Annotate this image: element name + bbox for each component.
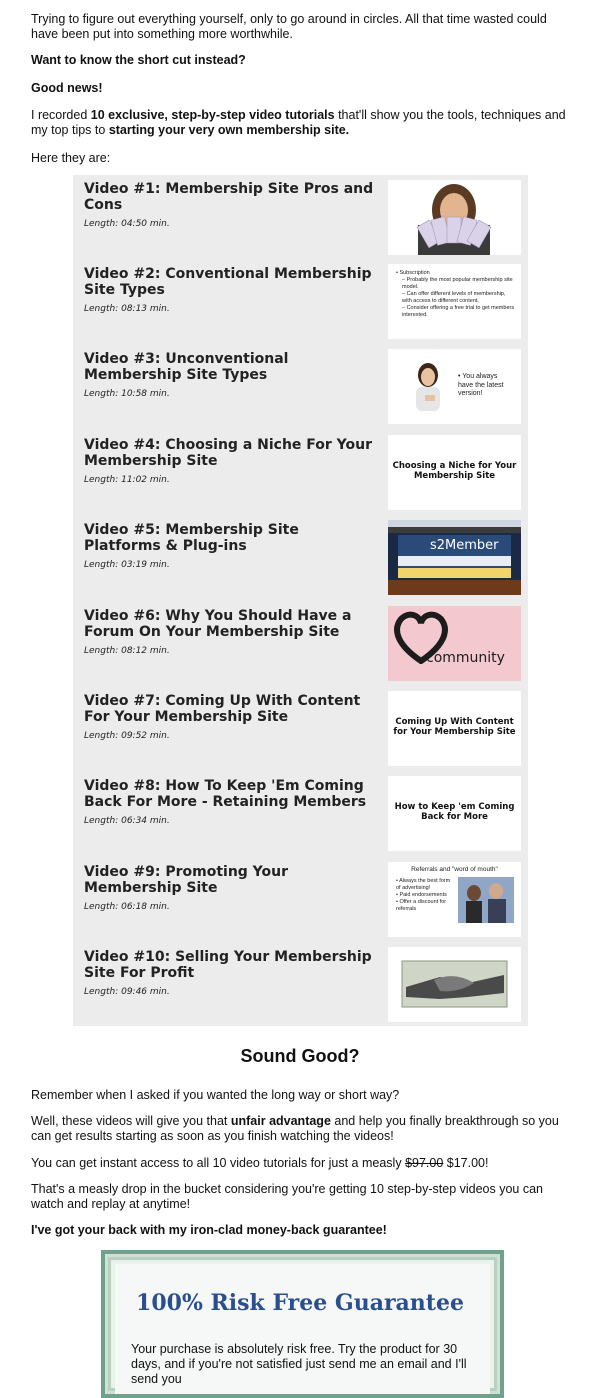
guarantee-body: Your purchase is absolutely risk free. Try the product for 30 days, and if you're not satisfied just send me an email and I'll send you	[131, 1342, 467, 1386]
recorded-paragraph	[31, 108, 576, 138]
video-item-6	[73, 602, 528, 678]
drop-paragraph: That's a measly drop in the bucket considering you're getting 10 step-by-step videos you can watch and replay at anytime!	[31, 1182, 544, 1211]
video-item-3	[73, 345, 528, 421]
video-title: Video #7: Coming Up With Content For Your Membership Site	[84, 693, 361, 725]
shortcut-question: Want to know the short cut instead?	[31, 53, 246, 67]
slide-line: – Can offer different levels of membership, with access to different content.	[402, 291, 506, 304]
video-title: Video #5: Membership Site Platforms & Plug-ins	[84, 522, 299, 554]
old-price: $97.00	[405, 1156, 444, 1170]
slide-line: – Consider offering a free trial to get members interested.	[402, 305, 515, 318]
guarantee-lead: I've got your back with my iron-clad money-back guarantee!	[31, 1223, 387, 1237]
video-title: Video #4: Choosing a Niche For Your Membership Site	[84, 437, 373, 469]
video-length: Length: 09:46 min.	[84, 987, 170, 997]
good-news-text: Good news!	[31, 81, 103, 95]
video-title: Video #6: Why You Should Have a Forum On Your Membership Site	[84, 608, 352, 640]
forum-community-logo[interactable]	[388, 606, 521, 681]
slide-text: Choosing a Niche for Your Membership Site	[392, 461, 517, 481]
video-title: Video #8: How To Keep 'Em Coming Back For More - Retaining Members	[84, 778, 367, 810]
video-item-4	[73, 431, 528, 507]
recorded-bold2: starting your very own membership site.	[108, 123, 350, 137]
video-list-panel	[73, 175, 528, 1026]
intro-paragraph: Trying to figure out everything yourself, only to go around in circles. All that time wasted could have been put into something more worthwhile.	[31, 12, 547, 41]
price-prefix: You can get instant access to all 10 video tutorials for just a measly	[31, 1156, 406, 1170]
woman-slide-image[interactable]	[388, 349, 521, 424]
new-price: $17.00!	[443, 1156, 489, 1170]
s2member-screenshot[interactable]	[388, 520, 521, 595]
s2member-logo-text: s2Member	[430, 538, 499, 553]
handshake-money-image[interactable]	[388, 947, 521, 1022]
slide-line: • Paid endorsements	[396, 892, 447, 898]
slide-line: • Subscription	[396, 270, 430, 276]
community-text: community	[426, 650, 505, 666]
guarantee-title: 100% Risk Free Guarantee	[136, 1290, 464, 1316]
video-length: Length: 09:52 min.	[84, 731, 170, 741]
video-length: Length: 11:02 min.	[84, 475, 170, 485]
slide-line: – Probably the most popular membership site model.	[402, 277, 513, 290]
well-bold: unfair advantage	[230, 1114, 331, 1128]
video-title: Video #2: Conventional Membership Site Types	[84, 266, 372, 298]
price-paragraph	[31, 1156, 488, 1171]
slide-text: • You always have the latest version!	[458, 373, 504, 397]
content-slide-image[interactable]	[388, 691, 521, 766]
niche-slide-image[interactable]	[388, 435, 521, 510]
well-suffix: and help you finally breakthrough so you can get results starting as soon as you finish watching the videos!	[31, 1114, 559, 1143]
video-length: Length: 04:50 min.	[84, 219, 170, 229]
slide-text: Coming Up With Content for Your Membership Site	[393, 717, 516, 737]
slide-bullets-image[interactable]	[388, 264, 521, 339]
recorded-prefix: I recorded	[31, 108, 91, 122]
video-item-7	[73, 687, 528, 763]
video-item-9	[73, 858, 528, 934]
here-they-are: Here they are:	[31, 151, 111, 165]
unfair-advantage-paragraph	[31, 1114, 576, 1144]
woman-with-money-image[interactable]	[388, 180, 521, 255]
remember-paragraph: Remember when I asked if you wanted the long way or short way?	[31, 1088, 400, 1102]
video-item-2	[73, 260, 528, 336]
video-length: Length: 08:12 min.	[84, 646, 170, 656]
retaining-slide-image[interactable]	[388, 776, 521, 851]
video-title: Video #3: Unconventional Membership Site Types	[84, 351, 289, 383]
slide-text: How to Keep 'em Coming Back for More	[394, 802, 515, 822]
video-length: Length: 03:19 min.	[84, 560, 170, 570]
video-title: Video #9: Promoting Your Membership Site	[84, 864, 289, 896]
slide-line: • Always the best form of advertising!	[396, 878, 451, 891]
video-length: Length: 08:13 min.	[84, 304, 170, 314]
video-item-8	[73, 772, 528, 848]
slide-line: • Offer a discount for referrals	[396, 899, 447, 912]
video-length: Length: 10:58 min.	[84, 389, 170, 399]
recorded-mid: that'll show you the tools, techniques and my top tips to	[31, 108, 566, 137]
referrals-slide-image[interactable]	[388, 862, 521, 937]
video-item-1	[73, 175, 528, 251]
recorded-bold: 10 exclusive, step-by-step video tutorials	[90, 108, 335, 122]
sound-good-heading: Sound Good?	[240, 1046, 360, 1066]
well-prefix: Well, these videos will give you that	[31, 1114, 231, 1128]
video-length: Length: 06:18 min.	[84, 902, 170, 912]
video-title: Video #10: Selling Your Membership Site For Profit	[84, 949, 372, 981]
video-length: Length: 06:34 min.	[84, 816, 170, 826]
video-title: Video #1: Membership Site Pros and Cons	[84, 181, 374, 213]
video-item-5	[73, 516, 528, 592]
slide-title: Referrals and "word of mouth"	[411, 866, 498, 873]
video-item-10	[73, 943, 528, 1019]
